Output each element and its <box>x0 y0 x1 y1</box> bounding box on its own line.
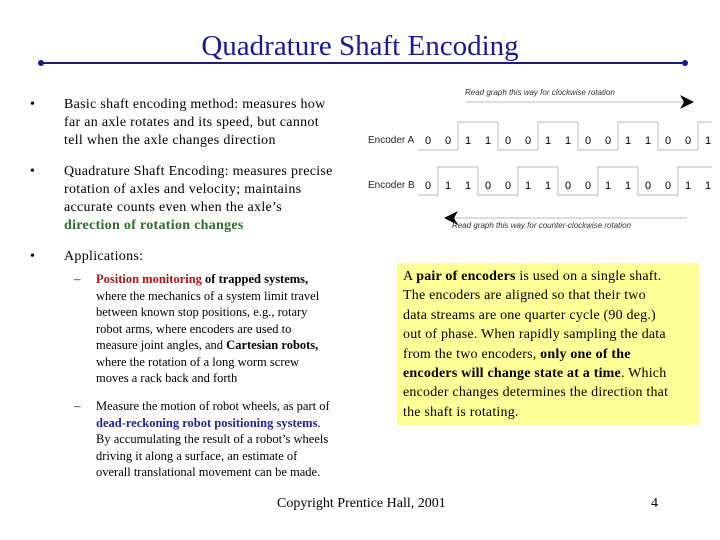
note-line <box>403 345 693 364</box>
quadrature-encoder-graph <box>362 80 712 230</box>
encoder-bit: 1 <box>524 180 532 192</box>
sub-bullet-robot-wheels <box>96 398 330 481</box>
bullet-line: far an axle rotates and its speed, but cannot <box>64 115 319 130</box>
encoder-pair-note <box>397 263 699 425</box>
encoder-bit: 1 <box>644 135 652 147</box>
note-text: A <box>403 269 417 284</box>
encoder-bit: 1 <box>544 180 552 192</box>
sub-bullet-line <box>96 415 330 432</box>
encoder-b-label: Encoder B <box>368 180 415 191</box>
encoder-bit: 1 <box>464 135 472 147</box>
note-line: The encoders are aligned so that their two <box>403 288 646 304</box>
note-text: from the two encoders, <box>403 346 541 362</box>
encoder-bit: 0 <box>664 180 672 192</box>
encoder-bit: 1 <box>624 135 632 147</box>
sub-bullet-dash: – <box>74 398 81 413</box>
sub-bullet-line: driving it along a surface, an estimate of <box>96 448 298 463</box>
note-line: data streams are one quarter cycle (90 deg.) <box>403 307 656 323</box>
encoder-b-bits <box>418 167 712 195</box>
encoder-bit: 0 <box>484 180 492 192</box>
bullet-line: rotation of axles and velocity; maintains <box>64 182 302 197</box>
encoder-bit: 1 <box>684 180 692 192</box>
sub-bullet-line <box>96 337 319 354</box>
encoder-bit: 0 <box>424 180 432 192</box>
bullet-marker: • <box>30 249 35 264</box>
encoder-a-bits <box>418 122 712 150</box>
note-line: out of phase. When rapidly sampling the data <box>403 327 666 343</box>
sub-bullet-line: By accumulating the result of a robot’s wheels <box>96 432 329 446</box>
encoder-bit: 0 <box>604 135 612 147</box>
sub-bullet-line <box>96 271 319 288</box>
title-underline-left-dot <box>38 60 44 66</box>
encoder-bit: 1 <box>604 180 612 192</box>
cartesian-robots-text: Cartesian robots, <box>226 338 319 352</box>
encoder-bit: 0 <box>504 180 512 192</box>
note-line <box>403 267 693 286</box>
clockwise-caption: Read graph this way for clockwise rotation <box>465 88 615 97</box>
bullet-marker: • <box>30 164 35 179</box>
trapped-systems-text: of trapped systems, <box>201 272 309 286</box>
encoder-bit: 1 <box>624 180 632 192</box>
encoder-bit: 1 <box>564 135 572 147</box>
encoder-bit: 0 <box>424 135 432 147</box>
bullet-quadrature-encoding <box>64 163 333 235</box>
encoder-bit: 1 <box>444 180 452 192</box>
encoder-bit: 0 <box>684 135 692 147</box>
sub-bullet-text: . <box>317 415 321 430</box>
encoder-a-label: Encoder A <box>368 135 415 146</box>
encoder-bit: 1 <box>704 135 712 147</box>
title-underline <box>40 62 685 64</box>
sub-bullet-position-monitoring <box>96 271 319 387</box>
encoder-bit: 0 <box>664 135 672 147</box>
encoder-bit: 0 <box>584 180 592 192</box>
encoder-bit: 0 <box>504 135 512 147</box>
encoder-bit: 0 <box>524 135 532 147</box>
pair-of-encoders-text: pair of encoders <box>416 269 516 284</box>
sub-bullet-line: Measure the motion of robot wheels, as part of <box>96 399 330 413</box>
sub-bullet-line: where the mechanics of a system limit travel <box>96 288 320 303</box>
position-monitoring-highlight: Position monitoring <box>96 272 202 286</box>
change-state-text: encoders will change state at a time <box>403 366 621 382</box>
sub-bullet-text: measure joint angles, and <box>96 338 227 352</box>
dead-reckoning-highlight: dead-reckoning robot positioning systems <box>96 415 318 430</box>
bullet-line: Quadrature Shaft Encoding: measures precise <box>64 164 333 179</box>
note-line: encoder changes determines the direction that <box>403 385 669 401</box>
title-underline-right-dot <box>682 60 688 66</box>
encoder-bit: 1 <box>704 180 712 192</box>
sub-bullet-dash: – <box>74 271 81 286</box>
slide-title: Quadrature Shaft Encoding <box>201 30 519 62</box>
encoder-bit: 0 <box>584 135 592 147</box>
sub-bullet-line: overall translational movement can be made. <box>96 465 321 479</box>
encoder-bit: 1 <box>484 135 492 147</box>
bullet-marker: • <box>30 97 35 112</box>
page-number: 4 <box>651 496 658 511</box>
encoder-bit: 1 <box>464 180 472 192</box>
encoder-bit: 1 <box>544 135 552 147</box>
copyright-footer: Copyright Prentice Hall, 2001 <box>277 496 446 511</box>
encoder-bit: 0 <box>444 135 452 147</box>
note-line <box>403 364 693 383</box>
sub-bullet-line: robot arms, where encoders are used to <box>96 321 292 336</box>
sub-bullet-line: between known stop positions, e.g., rotary <box>96 305 308 319</box>
note-line: the shaft is rotating. <box>403 404 519 420</box>
counter-clockwise-caption: Read graph this way for counter-clockwise rotation <box>452 221 632 230</box>
sub-bullet-line: where the rotation of a long worm screw <box>96 354 300 369</box>
note-text: . Which <box>620 366 667 382</box>
bullet-basic-encoding <box>64 96 326 150</box>
bullet-line: accurate counts even when the axle’s <box>64 200 282 215</box>
sub-bullet-line: moves a rack back and forth <box>96 371 238 385</box>
note-text: is used on a single shaft. <box>515 269 662 284</box>
encoder-bit: 0 <box>564 180 572 192</box>
only-one-text: only one of the <box>540 346 631 362</box>
direction-changes-highlight: direction of rotation changes <box>64 218 244 233</box>
encoder-bit: 0 <box>644 180 652 192</box>
bullet-line: Basic shaft encoding method: measures how <box>64 97 326 112</box>
bullet-applications <box>64 248 143 266</box>
bullet-line: tell when the axle changes direction <box>64 133 276 148</box>
bullet-line: Applications: <box>64 249 144 264</box>
